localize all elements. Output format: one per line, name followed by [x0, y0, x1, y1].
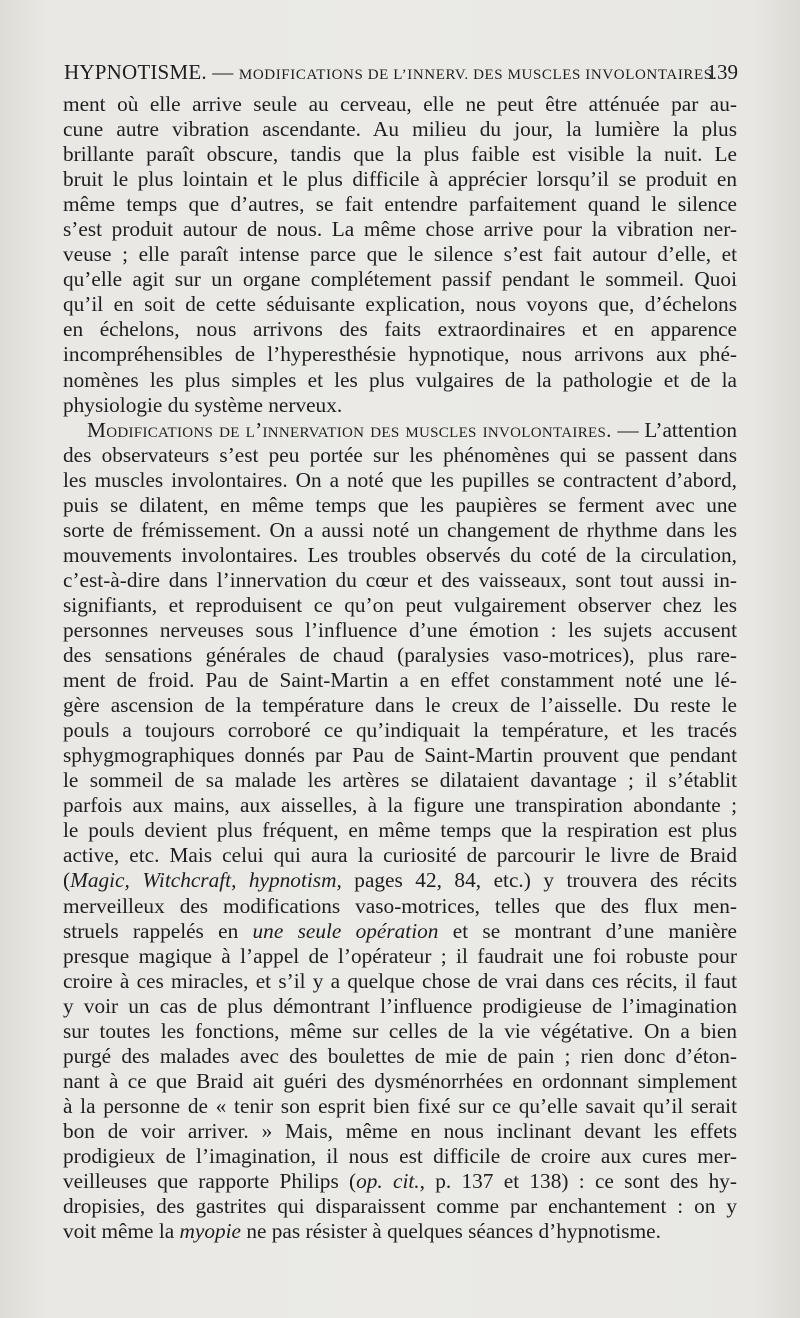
text-line: des sensations générales de chaud (paralysies vaso-motrices), plus rare-: [63, 643, 737, 668]
text-line: bon de voir arriver. » Mais, même en nous inclinant devant les effets: [63, 1118, 737, 1143]
myopie: myopie: [179, 1219, 242, 1244]
text-line-book-title: [63, 868, 737, 893]
text-line: c’est-à-dire dans l’innervation du cœur et des vaisseaux, sont tout aussi in-: [63, 567, 737, 592]
running-title: [64, 59, 717, 85]
text-line: prodigieux de l’imagination, il nous est difficile de croire aux cures mer-: [63, 1143, 737, 1168]
text-line: veuse ; elle paraît intense parce que le silence s’est fait autour d’elle, et: [63, 242, 737, 267]
text-line: merveilleux des modifications vaso-motrices, telles que des flux men-: [63, 893, 737, 918]
text-line: puis se dilatent, en même temps que les paupières se ferment avec une: [63, 492, 737, 517]
running-title-sub: MODIFICATIONS DE L’INNERV. DES MUSCLES INVOLONTAIRES.: [238, 67, 718, 83]
text-line: physiologie du système nerveux.: [63, 392, 343, 417]
text-line: qu’elle agit sur un organe complétement passif pendant le sommeil. Quoi: [63, 267, 737, 292]
paren-open: (: [63, 868, 71, 893]
line-rest: pages 42, 84, etc.) y trouvera des récits: [341, 868, 737, 893]
text-line: des observateurs s’est peu portée sur les phénomènes qui se passent dans: [63, 442, 737, 467]
text-line: à la personne de « tenir son esprit bien fixé sur ce qu’elle savait qu’il serait: [63, 1093, 737, 1118]
text-line: signifiants, et reproduisent ce qu’on peut vulgairement observer chez les: [63, 592, 737, 617]
text-line: qu’il en soit de cette séduisante explication, nous voyons que, d’échelons: [63, 292, 737, 317]
text-line: nomènes les plus simples et les plus vulgaires de la pathologie et de la: [63, 367, 737, 392]
text-line: purgé des malades avec des boulettes de mie de pain ; rien donc d’éton-: [63, 1043, 737, 1068]
text-line-operation: [63, 919, 737, 944]
text-line: en échelons, nous arrivons des faits extraordinaires et en apparence: [63, 317, 737, 342]
text-line: sorte de frémissement. On a aussi noté un changement de rhythme dans les: [63, 517, 737, 542]
text-line: le pouls devient plus fréquent, en même temps que la respiration est plus: [63, 818, 737, 843]
line-start: veilleuses que rapporte Philips (: [63, 1169, 357, 1194]
text-line: s’est produit autour de nous. La même chose arrive pour la vibration ner-: [63, 217, 737, 242]
paragraph-1: [63, 92, 737, 418]
text-line: dropisies, des gastrites qui disparaissent comme par enchantement : on y: [63, 1194, 737, 1219]
section-heading-line: [63, 418, 737, 443]
text-line: le sommeil de sa malade les artères se dilataient davantage ; il s’établit: [63, 768, 737, 793]
text-line: pouls a toujours corroboré ce qu’indiquait la température, et les tracés: [63, 718, 737, 743]
text-line: y voir un cas de plus démontrant l’influence prodigieuse de l’imagination: [63, 993, 737, 1018]
running-header: [64, 59, 738, 85]
line-rest: et se montrant d’une manière: [438, 918, 737, 943]
text-line: bruit le plus lointain et le plus difficile à apprécier lorsqu’il se produit en: [63, 167, 737, 192]
book-title: Magic, Witchcraft, hypnotism,: [70, 868, 342, 893]
text-line: les muscles involontaires. On a noté que les pupilles se contractent d’abord,: [63, 467, 737, 492]
text-line: ment de froid. Pau de Saint-Martin a en effet constamment noté une lé-: [63, 668, 737, 693]
text-line: ment où elle arrive seule au cerveau, elle ne peut être atténuée par au-: [63, 92, 737, 116]
running-title-sep: —: [212, 60, 234, 84]
running-title-main: HYPNOTISME.: [64, 60, 207, 84]
text-line: sur toutes les fonctions, même sur celles de la vie végétative. On a bien: [63, 1018, 737, 1043]
body-text: [63, 92, 737, 1244]
text-line-philips: [63, 1169, 737, 1194]
text-line-final: [63, 1219, 737, 1244]
page-number: 139: [706, 60, 738, 84]
text-line: incompréhensibles de l’hyperesthésie hypnotique, nous arrivons aux phé-: [63, 342, 737, 367]
line-rest: ne pas résister à quelques séances d’hypnotisme.: [241, 1219, 661, 1244]
text-line: croire à ces miracles, et s’il y a quelque chose de vrai dans ces récits, il faut: [63, 968, 737, 993]
line-rest: , p. 137 et 138) : ce sont des hy-: [419, 1169, 737, 1194]
text-line: même temps que d’autres, se fait entendre parfaitement quand le silence: [63, 192, 737, 217]
text-line: brillante paraît obscure, tandis que la plus faible est visible la nuit. Le: [63, 142, 737, 167]
paragraph-2: [63, 418, 737, 1245]
op-cit: op. cit.: [356, 1169, 420, 1194]
text-line: active, etc. Mais celui qui aura la curiosité de parcourir le livre de Braid: [63, 843, 737, 868]
text-line: gère ascension de la température dans le creux de l’aisselle. Du reste le: [63, 693, 737, 718]
section-title: Modifications de l’innervation des muscles involontaires.: [87, 417, 612, 442]
text-line: cune autre vibration ascendante. Au milieu du jour, la lumière la plus: [63, 117, 737, 142]
text-line: parfois aux mains, aux aisselles, à la figure une transpiration abondante ;: [63, 793, 737, 818]
op-phrase: une seule opération: [252, 918, 439, 943]
text-line: sphygmographiques donnés par Pau de Saint-Martin prouvent que pendant: [63, 743, 737, 768]
text-line: mouvements involontaires. Les troubles observés du coté de la circulation,: [63, 542, 737, 567]
text-line: personnes nerveuses sous l’influence d’une émotion : les sujets accusent: [63, 617, 737, 642]
line-start: struels rappelés en: [63, 918, 253, 943]
text-line: nant à ce que Braid ait guéri des dysménorrhées en ordonnant simplement: [63, 1068, 737, 1093]
line-start: voit même la: [63, 1219, 180, 1244]
section-title-dash: — L’attention: [617, 417, 737, 442]
text-line: presque magique à l’appel de l’opérateur ; il faudrait une foi robuste pour: [63, 943, 737, 968]
